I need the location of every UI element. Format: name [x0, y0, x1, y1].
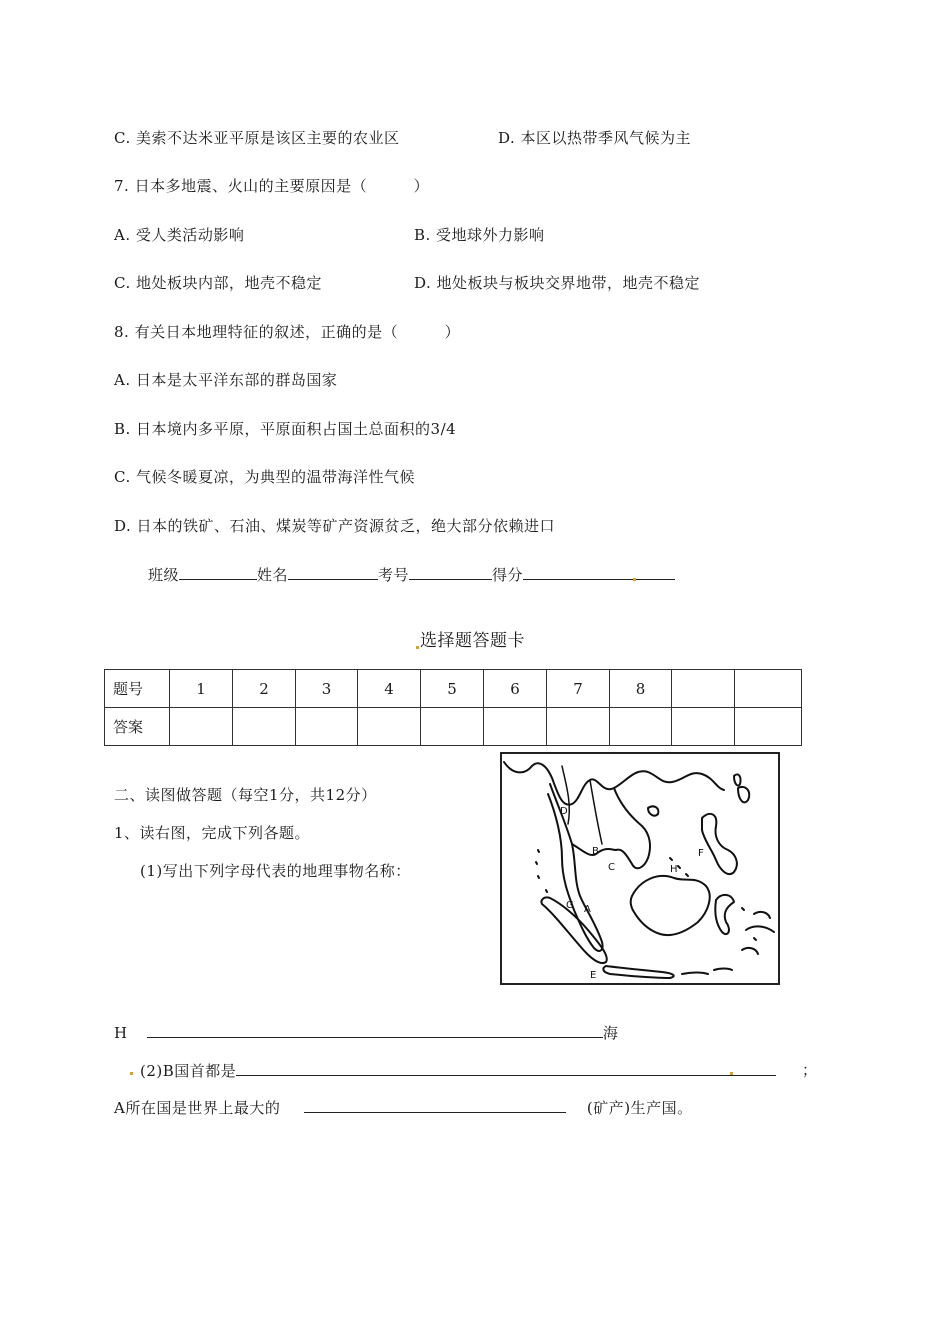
answer-cell[interactable] [233, 708, 296, 746]
answer-cell[interactable] [547, 708, 610, 746]
map-label-c: C [608, 862, 615, 873]
question-number-cell: 1 [170, 670, 233, 708]
q7-option-a: A. 受人类活动影响 [114, 226, 245, 244]
exam-no-label: 考号 [378, 566, 410, 584]
map-label-d: D [560, 806, 568, 817]
question-number-cell: 5 [421, 670, 484, 708]
answer-cell[interactable] [484, 708, 547, 746]
answer-card-title: 选择题答题卡 [420, 631, 525, 651]
h-answer-field[interactable] [147, 1022, 603, 1038]
answer-cell[interactable] [296, 708, 358, 746]
answer-line-h [114, 1022, 618, 1043]
map-label-a: A [584, 904, 591, 915]
answer-cell[interactable] [170, 708, 233, 746]
answer-line-b-capital [140, 1060, 776, 1081]
q7-stem: 7. 日本多地震、火山的主要原因是（ ） [114, 177, 430, 195]
map-label-g: G [566, 900, 574, 911]
question-number-cell [735, 670, 802, 708]
marker-dot [633, 578, 636, 581]
h-suffix: 海 [602, 1024, 619, 1042]
answer-cell[interactable] [421, 708, 484, 746]
q7-option-b: B. 受地球外力影响 [414, 226, 545, 244]
q7-option-c: C. 地处板块内部，地壳不稳定 [114, 274, 322, 292]
map-outline [502, 754, 778, 983]
q6-option-c: C. 美索不达米亚平原是该区主要的农业区 [114, 129, 400, 147]
answer-cell[interactable] [735, 708, 802, 746]
marker-dot [730, 1072, 733, 1075]
score-field[interactable] [523, 564, 675, 580]
question-number-cell [672, 670, 735, 708]
question-number-cell: 6 [484, 670, 547, 708]
q6-option-d: D. 本区以热带季风气候为主 [498, 129, 692, 147]
answer-card-table [104, 669, 802, 746]
question-number-cell: 7 [547, 670, 610, 708]
student-info-line [148, 564, 675, 585]
southeast-asia-map [500, 752, 780, 985]
row-header-answer: 答案 [105, 708, 170, 746]
score-label: 得分 [492, 566, 524, 584]
h-label: H [114, 1024, 128, 1042]
q8-option-b: B. 日本境内多平原，平原面积占国土总面积的3/4 [114, 420, 457, 438]
map-label-h: H [670, 864, 678, 875]
q8-option-d: D. 日本的铁矿、石油、煤炭等矿产资源贫乏，绝大部分依赖进口 [114, 517, 556, 535]
q1-2-label: (2)B国首都是 [140, 1062, 237, 1080]
answer-cell[interactable] [358, 708, 421, 746]
row-header-number: 题号 [105, 670, 170, 708]
map-label-e: E [590, 970, 597, 981]
answer-cell[interactable] [672, 708, 735, 746]
table-row [105, 708, 802, 746]
class-field[interactable] [179, 564, 257, 580]
q8-option-c: C. 气候冬暖夏凉，为典型的温带海洋性气候 [114, 468, 415, 486]
table-row [105, 670, 802, 708]
section2-heading: 二、读图做答题（每空1分，共12分） [114, 786, 377, 804]
q8-option-a: A. 日本是太平洋东部的群岛国家 [114, 371, 338, 389]
q7-option-d: D. 地处板块与板块交界地带，地壳不稳定 [414, 274, 701, 292]
question-number-cell: 2 [233, 670, 296, 708]
question-number-cell: 8 [610, 670, 672, 708]
question-number-cell: 4 [358, 670, 421, 708]
marker-dot [416, 646, 419, 649]
exam-no-field[interactable] [409, 564, 492, 580]
marker-dot [130, 1072, 133, 1075]
a-mineral-field[interactable] [304, 1097, 566, 1113]
a-prefix: A所在国是世界上最大的 [114, 1099, 281, 1117]
answer-line-a-mineral [114, 1097, 693, 1118]
map-label-f: F [698, 848, 704, 859]
map-label-b: B [592, 846, 599, 857]
question-number-cell: 3 [296, 670, 358, 708]
section2-q1-1: (1)写出下列字母代表的地理事物名称： [140, 862, 411, 880]
answer-cell[interactable] [610, 708, 672, 746]
name-field[interactable] [288, 564, 378, 580]
q1-2-end: ； [802, 1061, 818, 1079]
b-capital-field[interactable] [236, 1060, 776, 1076]
section2-q1: 1、读右图，完成下列各题。 [114, 824, 311, 842]
q8-stem: 8. 有关日本地理特征的叙述，正确的是（ ） [114, 323, 461, 341]
a-suffix: (矿产)生产国。 [586, 1099, 693, 1117]
class-label: 班级 [148, 566, 180, 584]
name-label: 姓名 [257, 566, 289, 584]
